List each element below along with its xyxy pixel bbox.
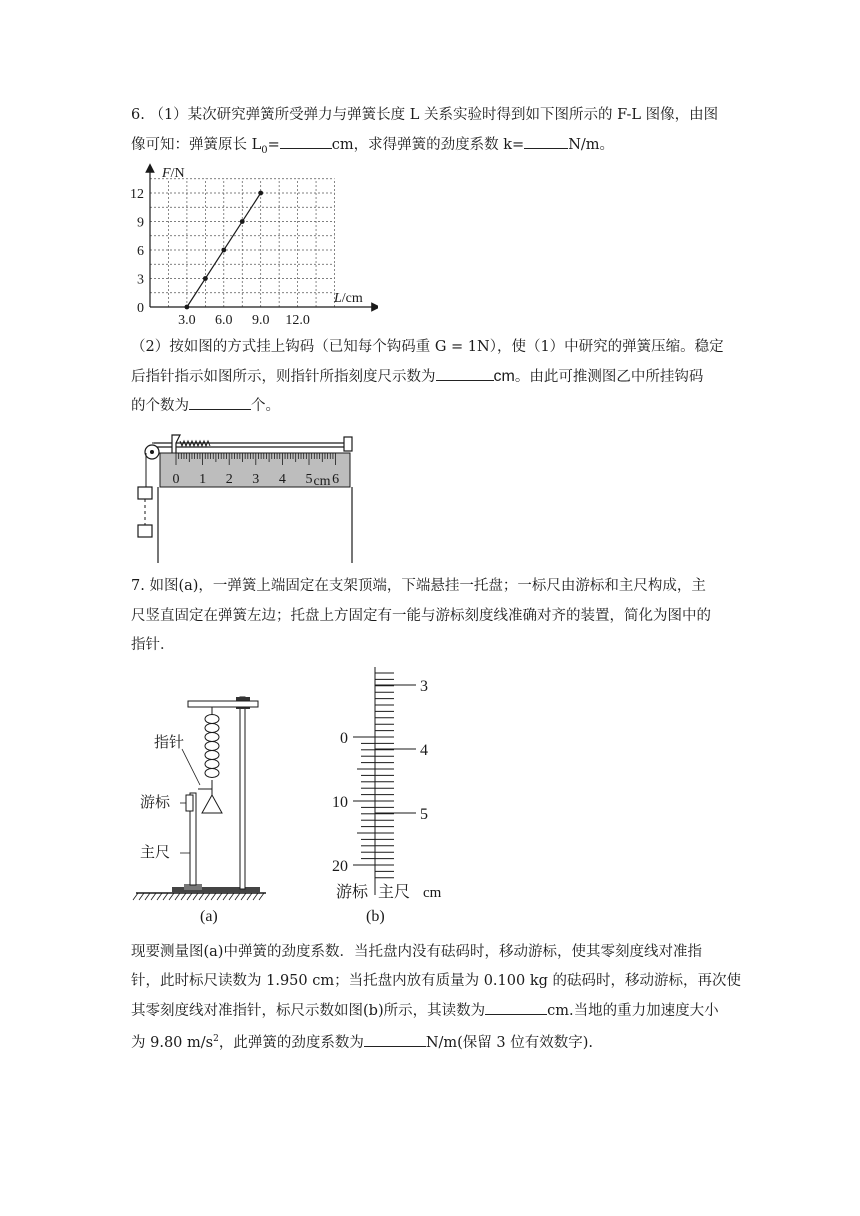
q6-line2-unit: N/m。: [568, 137, 615, 153]
label-vernier-b: 游标: [336, 884, 369, 901]
ruler-label: 3: [252, 472, 260, 487]
q6-part2-line3: [131, 395, 280, 416]
figure-a: [132, 685, 272, 930]
spring-coil: [205, 769, 219, 778]
data-point: [221, 248, 226, 253]
spring-coil: [205, 760, 219, 769]
ruler-label: 4: [278, 472, 286, 487]
q6-line2-mid: cm，求得弹簧的劲度系数 k=: [331, 137, 525, 153]
q7-text-line4: 现要测量图(a)中弹簧的劲度系数．当托盘内没有砝码时，移动游标，使其零刻度线对准指: [131, 944, 702, 960]
pointer: [172, 435, 180, 453]
spring-coil: [205, 715, 219, 724]
data-point: [203, 276, 208, 281]
spring-coil: [205, 751, 219, 760]
ruler-label: 2: [225, 472, 233, 487]
label-pointer: 指针: [154, 735, 185, 751]
y-tick-label: 3: [137, 272, 144, 288]
q6-blank-reading[interactable]: [436, 366, 494, 381]
x-tick-label: 3.0: [178, 313, 196, 328]
q6-part2-line2-a: 后指针指示如图所示，则指针所指刻度尺示数为: [131, 369, 436, 385]
caption-b: (b): [366, 908, 385, 925]
q6-line2-prefix: 像可知：弹簧原长 L: [131, 137, 262, 153]
label-unit-b: cm: [423, 885, 442, 901]
q7-text-line7: [131, 1029, 593, 1053]
data-point: [258, 191, 263, 196]
spring: [180, 441, 210, 446]
vernier-block: [186, 795, 193, 811]
ruler-label: 5: [305, 472, 313, 487]
q7-line7-c: N/m(保留 3 位有效数字).: [425, 1034, 594, 1051]
y-tick-label: 9: [137, 215, 144, 231]
end-block: [344, 437, 352, 451]
q6-blank-k[interactable]: [524, 134, 568, 149]
main-label: 3: [420, 678, 428, 695]
spring-coil: [205, 733, 219, 742]
x-tick-label: 6.0: [215, 313, 233, 328]
label-vernier: 游标: [140, 795, 171, 811]
q7-blank-reading[interactable]: [485, 1000, 547, 1015]
q7-line7-a: 为 9.80 m/s: [131, 1034, 214, 1051]
caption-a: (a): [200, 908, 218, 925]
ruler-label: 1: [199, 472, 207, 487]
q7-line6-b: cm.当地的重力加速度大小: [547, 1003, 719, 1019]
q7-text-line5: 针，此时标尺读数为 1.950 cm；当托盘内放有质量为 0.100 kg 的砝码时，移动游标，再次使: [131, 973, 742, 989]
vernier-scale: [332, 730, 375, 875]
main-label: 5: [420, 806, 428, 823]
q6-text-line2: [131, 134, 614, 161]
q7-text-line6: [131, 1000, 719, 1021]
spring-ruler-figure: [132, 433, 362, 565]
vernier-label: 0: [340, 730, 348, 747]
ruler-label: 6: [332, 472, 340, 487]
y-axis-label: F/N: [162, 166, 185, 181]
spring-a: [205, 715, 219, 778]
pan: [202, 795, 222, 813]
y-tick-label: 0: [137, 301, 144, 316]
stand-post: [240, 697, 245, 889]
data-point: [185, 305, 190, 310]
q6-part2-line2-c: 。由此可推测图乙中所挂钩码: [514, 369, 704, 385]
chart-grid: [150, 179, 335, 307]
q7-superscript: 2: [213, 1034, 219, 1044]
y-tick-label: 12: [130, 187, 144, 202]
main-label: 4: [420, 742, 428, 759]
q7-text-line2: 尺竖直固定在弹簧左边；托盘上方固定有一能与游标刻度线准确对齐的装置，简化为图中的: [131, 608, 711, 624]
spring-coil: [205, 724, 219, 733]
q7-text-line1: 7. 如图(a)，一弹簧上端固定在支架顶端，下端悬挂一托盘；一标尺由游标和主尺构成，主: [131, 578, 706, 594]
q6-unit-cm: cm: [493, 368, 515, 385]
q7-text-line3: 指针．: [131, 637, 175, 653]
main-scale: [375, 673, 428, 878]
data-point: [240, 219, 245, 224]
vernier-label: 20: [332, 858, 348, 875]
q6-equals: =: [267, 137, 280, 153]
q6-part2-line3-b: 个。: [251, 398, 280, 414]
x-tick-label: 9.0: [251, 313, 270, 328]
weight-top: [138, 487, 152, 499]
q6-part2-line2: [131, 366, 703, 387]
x-tick-label: 12.0: [285, 313, 310, 328]
weight-bottom: [138, 525, 152, 537]
label-main-b: 主尺: [378, 884, 411, 901]
ruler-unit: cm: [313, 474, 331, 489]
q7-blank-k[interactable]: [364, 1032, 426, 1047]
q6-text-line1: 6. （1）某次研究弹簧所受弹力与弹簧长度 L 关系实验时得到如下图所示的 F-L 图像，由图: [131, 107, 719, 123]
q6-part2-line1: （2）按如图的方式挂上钩码（已知每个钩码重 G = 1N），使（1）中研究的弹簧压缩。稳定: [131, 339, 724, 355]
label-main-scale: 主尺: [140, 845, 171, 861]
q6-l0-subscript: 0: [261, 144, 268, 156]
figure-b: [330, 665, 460, 927]
y-tick-label: 6: [137, 244, 144, 259]
vernier-label: 10: [332, 794, 348, 811]
f-l-chart: [128, 160, 378, 332]
q7-line7-b: ，此弹簧的劲度系数为: [218, 1034, 364, 1051]
stand-arm: [188, 701, 258, 707]
x-axis-label: L/cm: [334, 291, 363, 306]
spring-coil: [205, 742, 219, 751]
ruler-label: 0: [172, 472, 180, 487]
q6-blank-count[interactable]: [189, 395, 251, 410]
q6-part2-line3-a: 的个数为: [131, 398, 189, 414]
q6-blank-l0[interactable]: [280, 134, 332, 149]
q7-line6-a: 其零刻度线对准指针，标尺示数如图(b)所示，其读数为: [131, 1003, 486, 1019]
